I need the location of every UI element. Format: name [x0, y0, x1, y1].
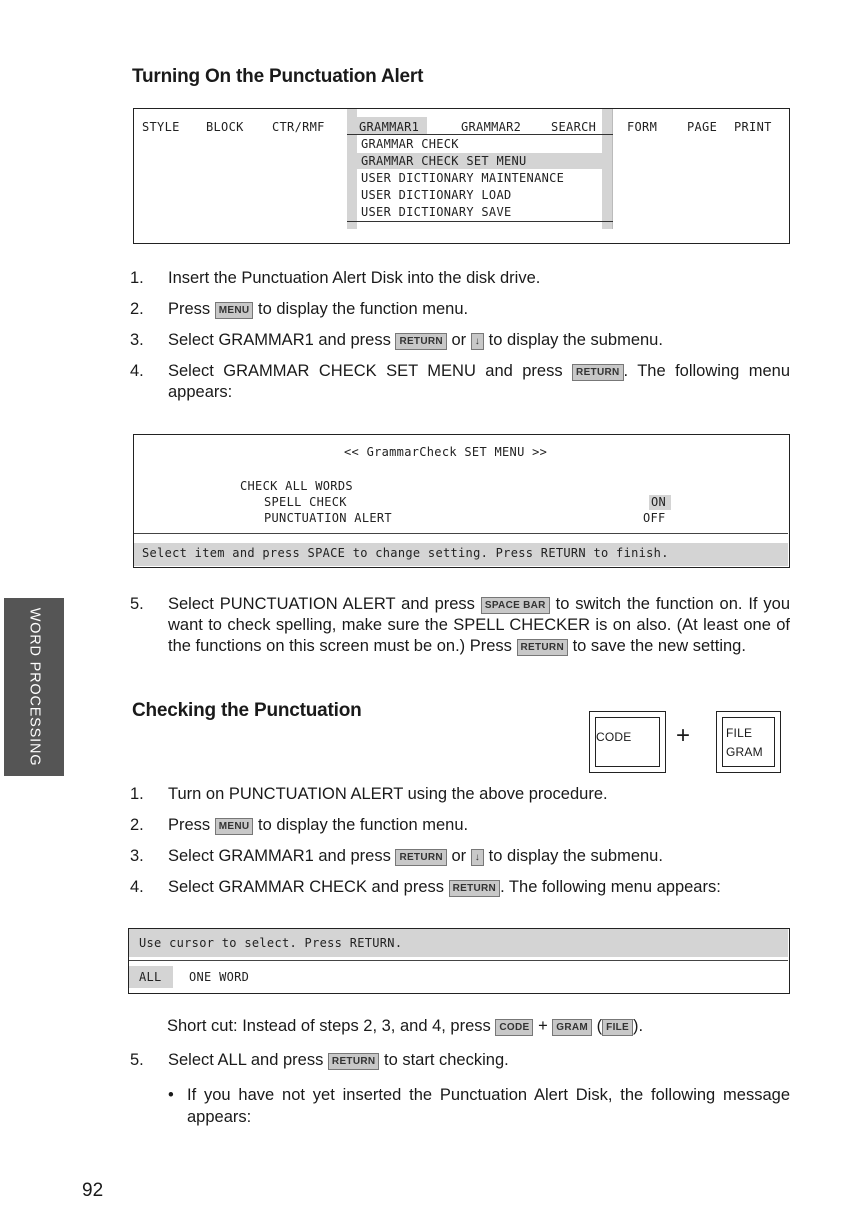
step-item: 5. Select ALL and press RETURN to start checking. — [130, 1051, 509, 1069]
grammar-check-status-bar: Use cursor to select. Press RETURN. — [139, 936, 403, 950]
option-one-word[interactable]: ONE WORD — [189, 970, 250, 984]
submenu-panel — [347, 109, 613, 229]
shortcut-note: Short cut: Instead of steps 2, 3, and 4, press CODE + GRAM ( FILE ). — [167, 1017, 644, 1035]
return-key-icon: RETURN — [395, 849, 446, 866]
menu-grammar2[interactable]: GRAMMAR2 — [461, 120, 522, 134]
step-item: 2. Press MENU to display the function menu. — [130, 300, 469, 318]
step-item: 1. Turn on PUNCTUATION ALERT using the above procedure. — [130, 785, 608, 803]
menu-screen — [133, 108, 790, 244]
spell-check-value[interactable]: ON — [651, 495, 667, 509]
section-title-checking-punctuation: Checking the Punctuation — [132, 700, 362, 721]
down-arrow-key-icon: ↓ — [471, 849, 484, 866]
space-bar-key-icon: SPACE BAR — [481, 597, 550, 614]
punctuation-alert-label[interactable]: PUNCTUATION ALERT — [264, 511, 392, 525]
step-item: 4. Select GRAMMAR CHECK and press RETURN . The following menu appears: — [130, 878, 721, 896]
step-5-block — [130, 594, 790, 667]
submenu-user-dictionary-load[interactable]: USER DICTIONARY LOAD — [361, 188, 512, 202]
step-item: 2. Press MENU to display the function menu. — [130, 816, 469, 834]
submenu-user-dictionary-save[interactable]: USER DICTIONARY SAVE — [361, 205, 512, 219]
plus-sign: + — [676, 722, 691, 749]
steps-list-1 — [130, 268, 790, 413]
set-menu-title: << GrammarCheck SET MENU >> — [344, 445, 548, 459]
return-key-icon: RETURN — [395, 333, 446, 350]
bullet-note: • If you have not yet inserted the Punctuation Alert Disk, the following message appears: — [168, 1086, 790, 1126]
menu-search[interactable]: SEARCH — [551, 120, 597, 134]
submenu-grammar-check-set-menu[interactable]: GRAMMAR CHECK SET MENU — [361, 154, 527, 168]
step-5-block-2 — [130, 1050, 790, 1081]
return-key-icon: RETURN — [328, 1053, 379, 1070]
return-key-icon: RETURN — [572, 364, 623, 381]
step-item: 1. Insert the Punctuation Alert Disk into the disk drive. — [130, 269, 541, 287]
menu-page[interactable]: PAGE — [687, 120, 718, 134]
return-key-icon: RETURN — [449, 880, 500, 897]
menu-key-icon: MENU — [215, 818, 254, 835]
file-gram-key-icon: FILE GRAM — [716, 711, 781, 773]
set-menu-heading: CHECK ALL WORDS — [240, 479, 353, 493]
menu-ctr-rmf[interactable]: CTR/RMF — [272, 120, 325, 134]
step-item: 4. Select GRAMMAR CHECK SET MENU and press RETURN . The following menu appears: — [130, 362, 790, 401]
side-tab: WORD PROCESSING — [4, 598, 64, 776]
option-all[interactable]: ALL — [139, 970, 162, 984]
page-number: 92 — [82, 1180, 104, 1201]
grammar-check-screen — [128, 928, 790, 994]
menu-grammar1[interactable]: GRAMMAR1 — [359, 120, 420, 134]
set-menu-screen — [133, 434, 790, 568]
down-arrow-key-icon: ↓ — [471, 333, 484, 350]
steps-list-2 — [130, 784, 790, 908]
set-menu-status-bar: Select item and press SPACE to change setting. Press RETURN to finish. — [142, 546, 669, 560]
step-item: 3. Select GRAMMAR1 and press RETURN or ↓ to display the submenu. — [130, 847, 663, 865]
menu-style[interactable]: STYLE — [142, 120, 180, 134]
submenu-grammar-check[interactable]: GRAMMAR CHECK — [361, 137, 459, 151]
bullet-dot-icon: • — [168, 1086, 174, 1104]
submenu-user-dictionary-maintenance[interactable]: USER DICTIONARY MAINTENANCE — [361, 171, 565, 185]
code-key-icon: CODE — [589, 711, 666, 773]
section-title-punctuation-alert: Turning On the Punctuation Alert — [132, 66, 424, 87]
menu-form[interactable]: FORM — [627, 120, 658, 134]
step-item: 5. Select PUNCTUATION ALERT and press SPACE BAR to switch the function on. If you want to check spelling, make sure the SPELL CHECKER is on also. (At least one of the functions on this screen must be on.) Press RETURN to save the new setting. — [130, 595, 791, 655]
return-key-icon: RETURN — [517, 639, 568, 656]
gram-key-icon: GRAM — [552, 1019, 592, 1036]
code-key-icon: CODE — [495, 1019, 533, 1036]
spell-check-label[interactable]: SPELL CHECK — [264, 495, 347, 509]
menu-block[interactable]: BLOCK — [206, 120, 244, 134]
punctuation-alert-value[interactable]: OFF — [643, 511, 666, 525]
file-key-icon: FILE — [602, 1019, 633, 1036]
menu-print[interactable]: PRINT — [734, 120, 772, 134]
menu-key-icon: MENU — [215, 302, 254, 319]
step-item: 3. Select GRAMMAR1 and press RETURN or ↓ to display the submenu. — [130, 331, 663, 349]
